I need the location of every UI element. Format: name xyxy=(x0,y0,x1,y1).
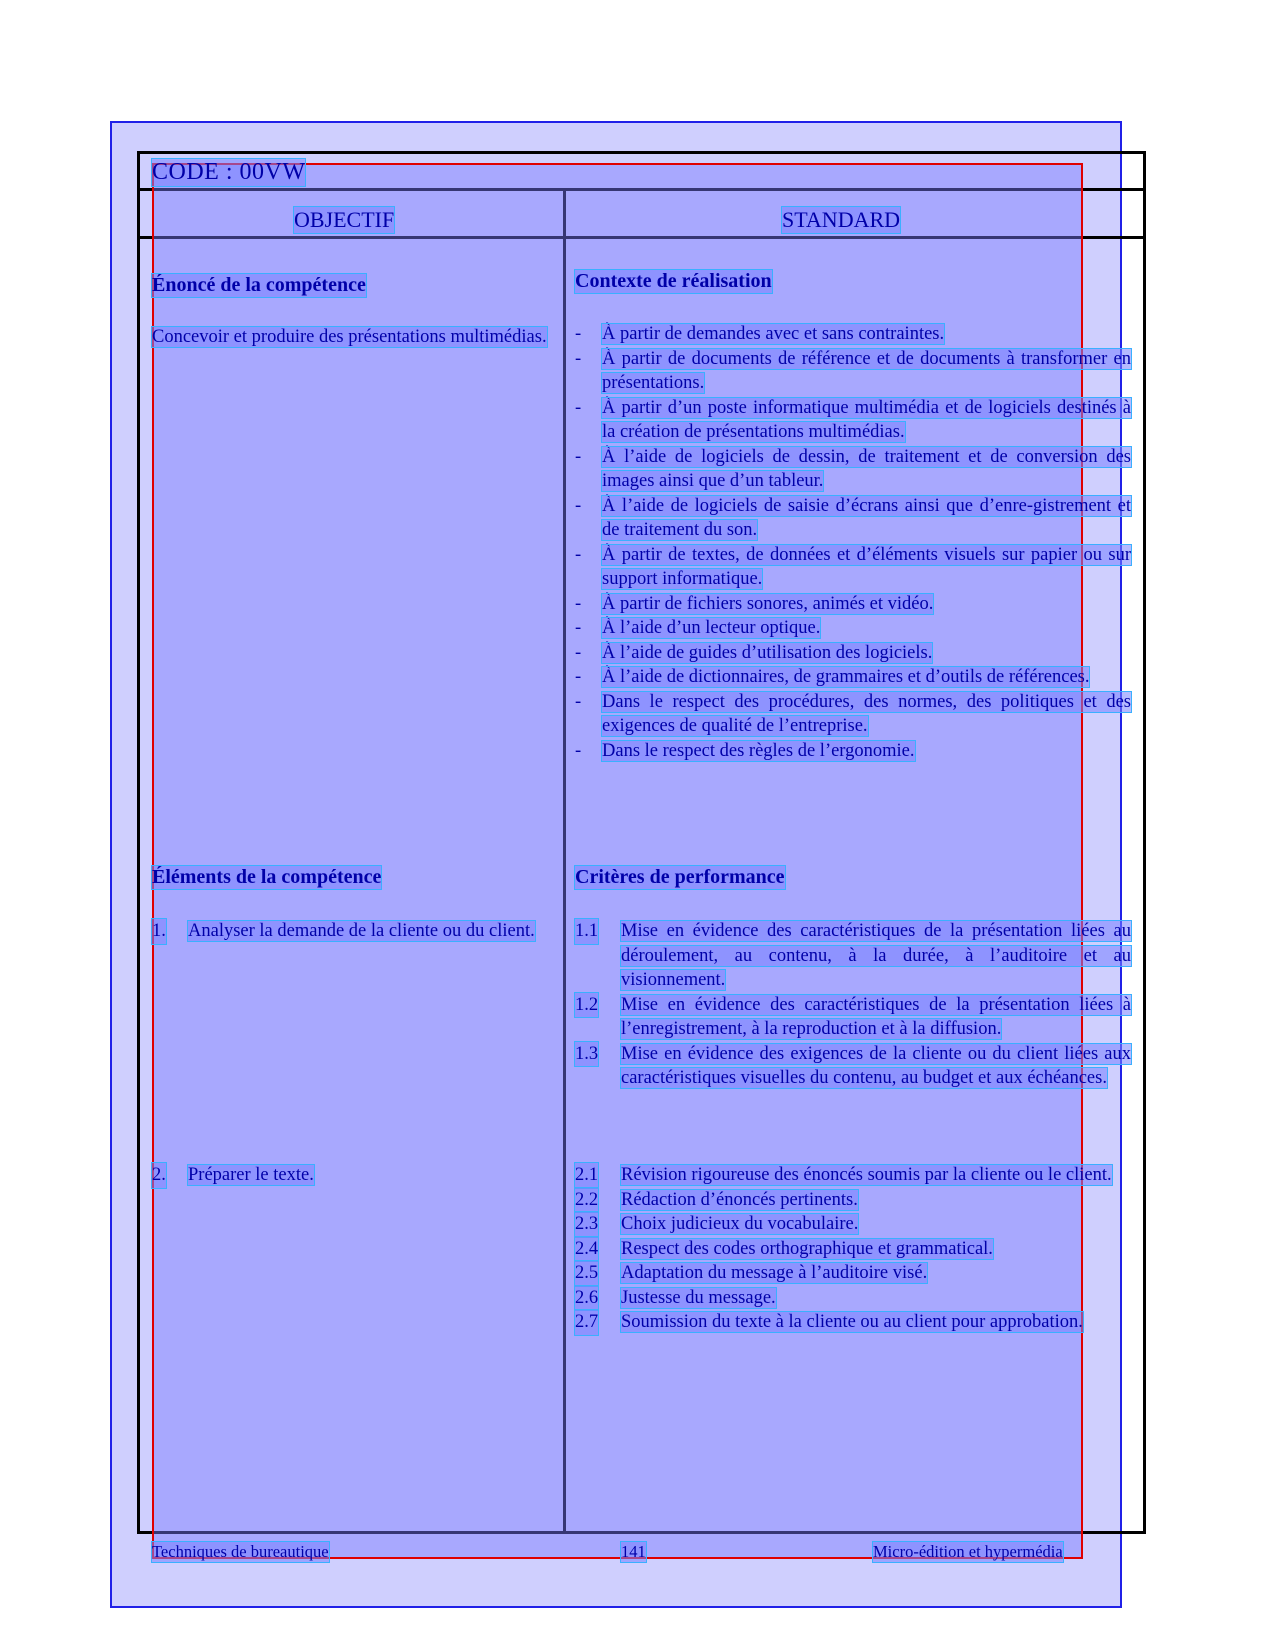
element-item-2 xyxy=(152,1163,552,1188)
critere-item: 1.3 Mise en évidence des exigences de la cliente ou du client liées aux caractéristiques visuelles du contenu, au budget et aux échéances. xyxy=(575,1043,1131,1088)
contexte-item: - À l’aide de guides d’utilisation des logiciels. xyxy=(575,641,1131,666)
element-text: Préparer le texte. xyxy=(188,1165,314,1185)
footer-page-number: 141 xyxy=(621,1542,646,1561)
critere-item: 2.1 Révision rigoureuse des énoncés soumis par la cliente ou le client. xyxy=(575,1163,1131,1188)
critere-item: 1.1 Mise en évidence des caractéristiques de la présentation liées au déroulement, au contenu, à la durée, à l’auditoire et au visionnement. xyxy=(575,921,1131,990)
contexte-title: Contexte de réalisation xyxy=(575,270,772,292)
element-number: 2. xyxy=(152,1163,166,1188)
element-item-1 xyxy=(152,919,552,944)
column-header-objectif: OBJECTIF xyxy=(294,207,395,232)
critere-item: 2.4 Respect des codes orthographique et grammatical. xyxy=(575,1237,1131,1262)
contexte-item: - À l’aide de dictionnaires, de grammaires et d’outils de références. xyxy=(575,665,1131,690)
footer-program: Techniques de bureautique xyxy=(152,1542,329,1561)
contexte-item: - Dans le respect des procédures, des normes, des politiques et des exigences de qualité de l’entreprise. xyxy=(575,690,1131,739)
contexte-item: - À partir de fichiers sonores, animés et vidéo. xyxy=(575,592,1131,617)
critere-item: 2.2 Rédaction d’énoncés pertinents. xyxy=(575,1188,1131,1213)
element-text: Analyser la demande de la cliente ou du client. xyxy=(188,921,535,941)
criteres-group-1 xyxy=(575,919,1131,1091)
contexte-item: - À partir d’un poste informatique multimédia et de logiciels destinés à la création de présentations multimédias. xyxy=(575,396,1131,445)
enonce-text: Concevoir et produire des présentations multimédias. xyxy=(152,327,547,347)
critere-item: 2.6 Justesse du message. xyxy=(575,1286,1131,1311)
criteres-group-2 xyxy=(575,1163,1131,1335)
critere-item: 2.5 Adaptation du message à l’auditoire visé. xyxy=(575,1261,1131,1286)
contexte-item: - À l’aide de logiciels de saisie d’écrans ainsi que d’enre-gistrement et de traitement du son. xyxy=(575,494,1131,543)
contexte-item: - Dans le respect des règles de l’ergonomie. xyxy=(575,739,1131,764)
critere-item: 1.2 Mise en évidence des caractéristiques de la présentation liées à l’enregistrement, à la reproduction et à la diffusion. xyxy=(575,994,1131,1039)
contexte-list-block xyxy=(575,322,1131,763)
code-line: CODE : 00VW xyxy=(152,159,306,185)
contexte-item: - À l’aide d’un lecteur optique. xyxy=(575,616,1131,641)
criteres-title: Critères de performance xyxy=(575,866,785,888)
contexte-item: - À partir de textes, de données et d’éléments visuels sur papier ou sur support informatique. xyxy=(575,543,1131,592)
column-header-standard: STANDARD xyxy=(782,207,901,232)
contexte-list xyxy=(575,322,1131,763)
contexte-item: - À l’aide de logiciels de dessin, de traitement et de conversion des images ainsi que d’un tableur. xyxy=(575,445,1131,494)
elements-title: Éléments de la compétence xyxy=(152,866,382,888)
contexte-item: - À partir de demandes avec et sans contraintes. xyxy=(575,322,1131,347)
critere-item: 2.3 Choix judicieux du vocabulaire. xyxy=(575,1212,1131,1237)
enonce-text-block xyxy=(152,325,552,350)
contexte-item: - À partir de documents de référence et de documents à transformer en présentations. xyxy=(575,347,1131,396)
critere-item: 2.7 Soumission du texte à la cliente ou au client pour approbation. xyxy=(575,1310,1131,1335)
footer-module: Micro-édition et hypermédia xyxy=(873,1542,1063,1561)
element-number: 1. xyxy=(152,919,166,944)
enonce-title: Énoncé de la compétence xyxy=(152,274,366,296)
